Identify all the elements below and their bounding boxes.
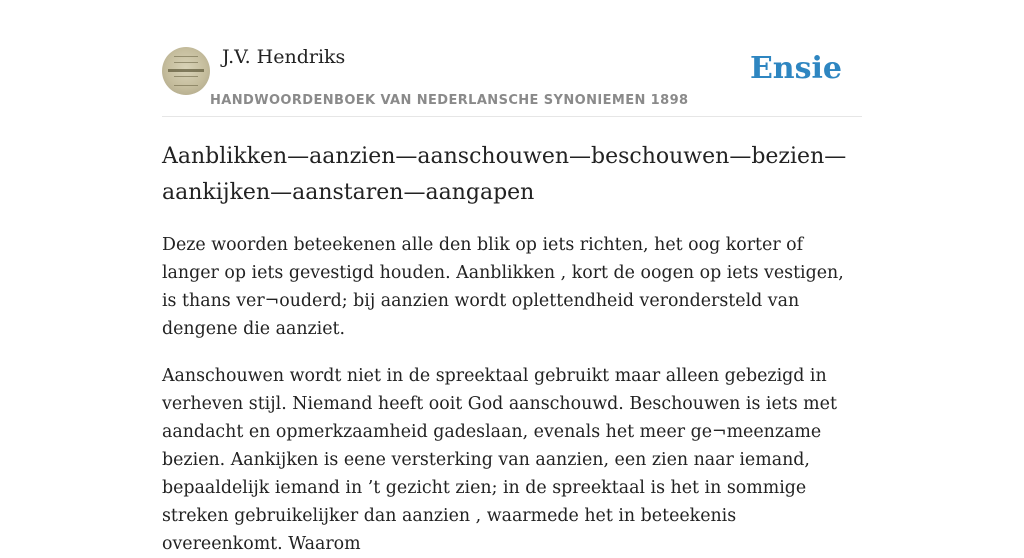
cover-title-band: [168, 69, 204, 72]
source-title[interactable]: HANDWOORDENBOEK VAN NEDERLANSCHE SYNONIEMEN 1898: [210, 93, 689, 108]
article-paragraph: Aanschouwen wordt niet in de spreektaal gebruikt maar alleen gebezigd in verheven stijl. Niemand heeft ooit God aanschouwd. Beschouwen is iets met aandacht en opmerkzaamheid gadeslaan, evenals het meer ge¬meenzame bezien. Aankijken is eene versterking van aanzien, een zien naar iemand, bepaaldelijk iemand in ’t gezicht zien; in de spreektaal is het in sommige streken gebruikelijker dan aanzien , waarmede het in beteekenis overeenkomt. Waarom: [162, 366, 837, 554]
cover-line-decoration: [174, 62, 198, 63]
article-title: Aanblikken—aanzien—aanschouwen—beschouwen—bezien—aankijken—aanstaren—aangapen: [162, 144, 847, 205]
header: [162, 0, 862, 117]
cover-line-decoration: [174, 76, 198, 77]
brand-logo[interactable]: Ensie: [749, 51, 842, 86]
page: [162, 0, 862, 554]
cover-line-decoration: [174, 85, 198, 86]
author-name[interactable]: J.V. Hendriks: [222, 46, 346, 68]
cover-line-decoration: [174, 56, 198, 57]
book-cover-icon[interactable]: [162, 47, 210, 95]
article-paragraph: Deze woorden beteekenen alle den blik op iets richten, het oog korter of langer op iets gevestigd houden. Aanblikken , kort de oogen op iets vestigen, is thans ver¬ouderd; bij aanzien wordt oplettendheid verondersteld van dengene die aanziet.: [162, 235, 844, 339]
